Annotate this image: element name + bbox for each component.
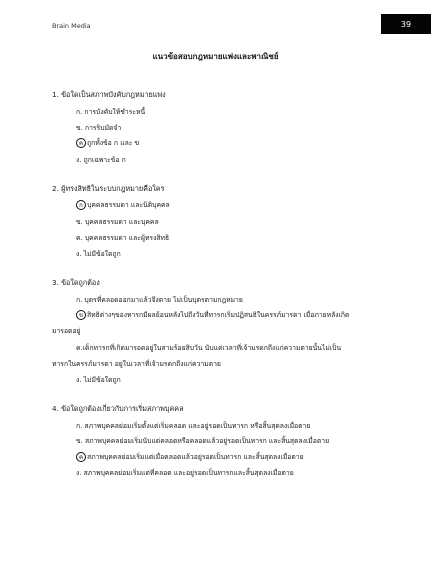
question-2-stem: 2. ผู้ทรงสิทธิในระบบกฎหมายคือใคร bbox=[52, 184, 165, 193]
question-3-option-c-continued: ทารกในครรภ์มารดา อยู่ในเวลาที่เจ้ามรดกถึงแก่ความตาย bbox=[52, 360, 221, 368]
option-text: สิทธิต่างๆของทารกมีผลย้อนหลังไปถึงวันที่ทารกเริ่มปฏิสนธิในครรภ์มารดา เมื่อภายหลังเกิด bbox=[87, 311, 350, 319]
question-3-option-d: ง. ไม่มีข้อใดถูก bbox=[76, 376, 121, 384]
question-1-stem: 1. ข้อใดเป็นสภาพบังคับกฎหมายแพ่ง bbox=[52, 90, 166, 99]
question-4-option-d: ง. สภาพบุคคลย่อมเริ่มแต่ที่คลอด และอยู่รอดเป็นทารกและสิ้นสุดลงเมื่อตาย bbox=[76, 469, 294, 477]
question-1-option-a: ก. การบังคับให้ชำระหนี้ bbox=[76, 108, 146, 116]
option-text: บุคคลธรรมดา และนิติบุคคล bbox=[87, 201, 170, 209]
question-1-option-d: ง. ถูกเฉพาะข้อ ก bbox=[76, 156, 126, 164]
option-text: สภาพบุคคลย่อมเริ่มแต่เมื่อคลอดแล้วอยู่รอดเป็นทารก และสิ้นสุดลงเมื่อตาย bbox=[87, 453, 304, 461]
question-4-stem: 4. ข้อใดถูกต้องเกี่ยวกับการเริ่มสภาพบุคคล bbox=[52, 404, 184, 413]
answer-circle-mark: ค bbox=[76, 138, 86, 148]
question-1-option-c bbox=[76, 137, 139, 148]
question-3-option-c: ค.เด็กทารกที่เกิดมารอดอยู่ในสามร้อยสิบวัน นับแต่เวลาที่เจ้ามรดกถึงแก่ความตายนั้นไม่เป็น bbox=[76, 344, 342, 352]
option-text: ถูกทั้งข้อ ก และ ข bbox=[87, 139, 140, 147]
page-title: แนวข้อสอบกฎหมายแพ่งและพาณิชย์ bbox=[152, 52, 279, 61]
answer-circle-mark: ข bbox=[76, 310, 86, 320]
question-2-option-d: ง. ไม่มีข้อใดถูก bbox=[76, 250, 121, 258]
question-4-option-b: ข. สภาพบุคคลย่อมเริ่มนับแต่คลอดหรือคลอดแล้วอยู่รอดเป็นทารก และสิ้นสุดลงเมื่อตาย bbox=[76, 437, 330, 445]
question-2-option-c: ค. บุคคลธรรมดา และผู้ทรงสิทธิ bbox=[76, 234, 170, 242]
question-3-option-b bbox=[76, 309, 349, 320]
question-2-option-b: ข. บุคคลธรรมดา และบุคคล bbox=[76, 218, 159, 226]
question-2-option-a bbox=[76, 199, 170, 210]
brand-label: Brain Media bbox=[52, 22, 91, 30]
answer-circle-mark: ก bbox=[76, 200, 86, 210]
page-number: 39 bbox=[400, 19, 412, 29]
answer-circle-mark: ค bbox=[76, 452, 86, 462]
page-number-badge bbox=[381, 14, 431, 34]
question-1-option-b: ข. การริบมัดจำ bbox=[76, 124, 122, 132]
question-3-option-a: ก. บุตรที่คลอดออกมาแล้วจึงตาย ไม่เป็นบุตรตามกฎหมาย bbox=[76, 296, 243, 304]
question-3-option-b-continued: มารอดอยู่ bbox=[52, 327, 81, 335]
question-4-option-a: ก. สภาพบุคคลย่อมเริ่มตั้งแต่เริ่มคลอด และอยู่รอดเป็นทารก หรือสิ้นสุดลงเมื่อตาย bbox=[76, 422, 311, 430]
question-4-option-c bbox=[76, 451, 304, 462]
question-3-stem: 3. ข้อใดถูกต้อง bbox=[52, 278, 100, 287]
